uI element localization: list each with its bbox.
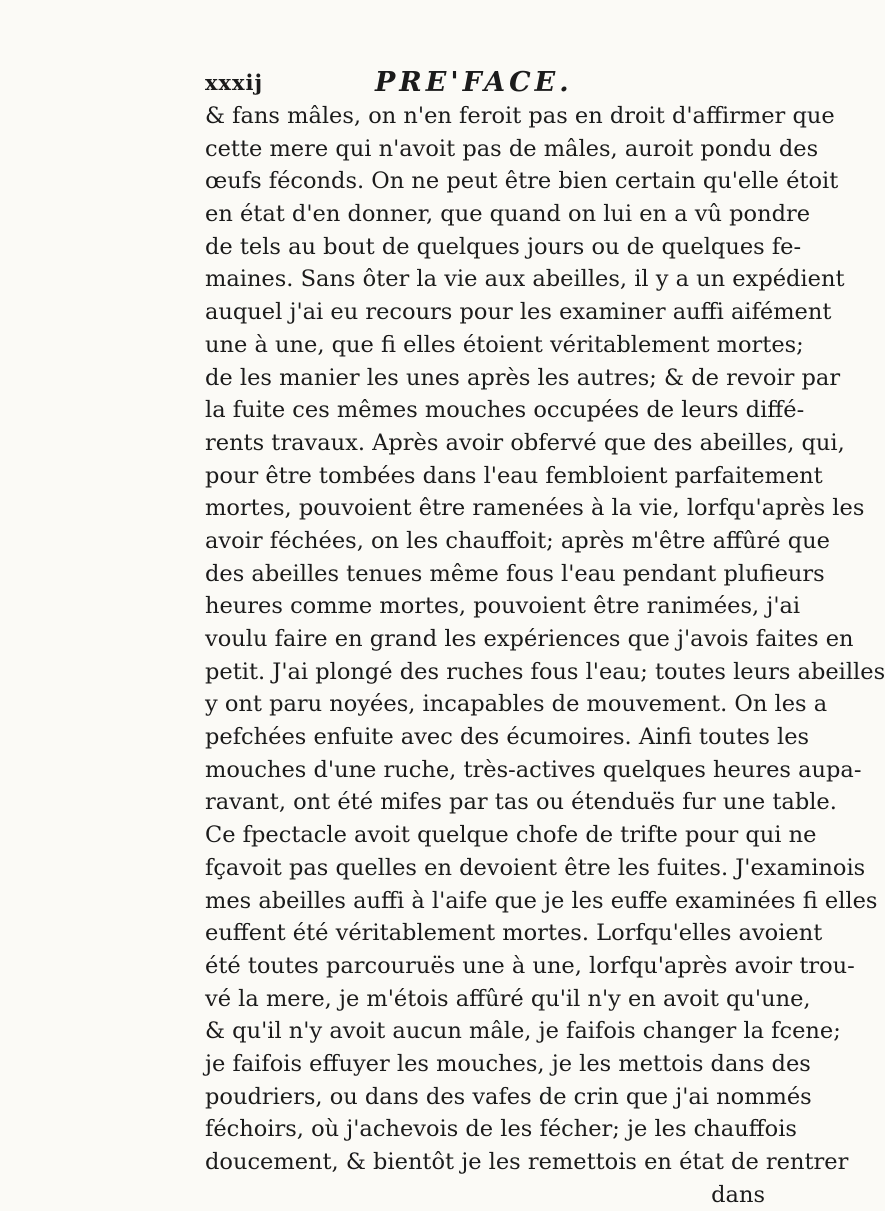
body-text: [205, 100, 885, 1211]
text-line: œufs féconds. On ne peut être bien certain qu'elle étoit: [205, 168, 839, 195]
text-line: des abeilles tenues même fous l'eau pendant plufieurs: [205, 560, 825, 587]
text-line: y ont paru noyées, incapables de mouvement. On les a: [205, 691, 828, 718]
text-line: & fans mâles, on n'en feroit pas en droit d'affirmer que: [205, 103, 835, 129]
text-line: cette mere qui n'avoit pas de mâles, auroit pondu des: [205, 135, 819, 162]
text-line: de tels au bout de quelques jours ou de quelques fe-: [205, 233, 802, 260]
text-line: ravant, ont été mifes par tas ou étenduës fur une table.: [205, 789, 837, 816]
text-line: de les manier les unes après les autres; & de revoir par: [205, 364, 841, 391]
text-line: mouches d'une ruche, très-actives quelques heures aupa-: [205, 756, 862, 783]
text-line: pefchées enfuite avec des écumoires. Ainfi toutes les: [205, 724, 810, 751]
text-line: féchoirs, où j'achevois de les fécher; je les chauffois: [205, 1116, 797, 1143]
text-line: petit. J'ai plongé des ruches fous l'eau; toutes leurs abeilles: [205, 658, 885, 685]
text-line: la fuite ces mêmes mouches occupées de leurs diffé-: [205, 397, 805, 424]
text-line: une à une, que fi elles étoient véritablement mortes;: [205, 331, 804, 358]
text-line: été toutes parcouruës une à une, lorfqu'après avoir trou-: [205, 952, 855, 979]
text-line: doucement, & bientôt je les remettois en état de rentrer: [205, 1149, 849, 1175]
page-number: xxxij: [205, 70, 264, 95]
text-line: euffent été véritablement mortes. Lorfqu'elles avoient: [205, 920, 823, 947]
text-line: voulu faire en grand les expériences que j'avois faites en: [205, 626, 854, 652]
text-line: mortes, pouvoient être ramenées à la vie, lorfqu'après les: [205, 495, 865, 522]
text-line: Ce fpectacle avoit quelque chofe de trifte pour qui ne: [205, 822, 817, 849]
text-line: poudriers, ou dans des vafes de crin que j'ai nommés: [205, 1083, 812, 1110]
text-line: pour être tombées dans l'eau fembloient parfaitement: [205, 462, 823, 489]
running-title: PRE'FACE.: [375, 67, 573, 98]
text-line: auquel j'ai eu recours pour les examiner auffi aifément: [205, 299, 832, 326]
text-line: heures comme mortes, pouvoient être ranimées, j'ai: [205, 593, 801, 620]
text-line: vé la mere, je m'étois affûré qu'il n'y en avoit qu'une,: [205, 985, 811, 1012]
text-line: & qu'il n'y avoit aucun mâle, je faifois changer la fcene;: [205, 1018, 841, 1045]
text-line: rents travaux. Après avoir obfervé que des abeilles, qui,: [205, 429, 845, 456]
text-line: mes abeilles auffi à l'aife que je les euffe examinées fi elles: [205, 887, 878, 914]
text-line: je faifois effuyer les mouches, je les mettois dans des: [205, 1050, 811, 1077]
text-line: avoir féchées, on les chauffoit; après m'être affûré que: [205, 527, 830, 554]
text-line: maines. Sans ôter la vie aux abeilles, il y a un expédient: [205, 266, 845, 293]
text-line: fçavoit pas quelles en devoient être les fuites. J'examinois: [205, 854, 866, 881]
catchword: dans: [711, 1181, 765, 1208]
text-line: en état d'en donner, que quand on lui en a vû pondre: [205, 201, 811, 228]
